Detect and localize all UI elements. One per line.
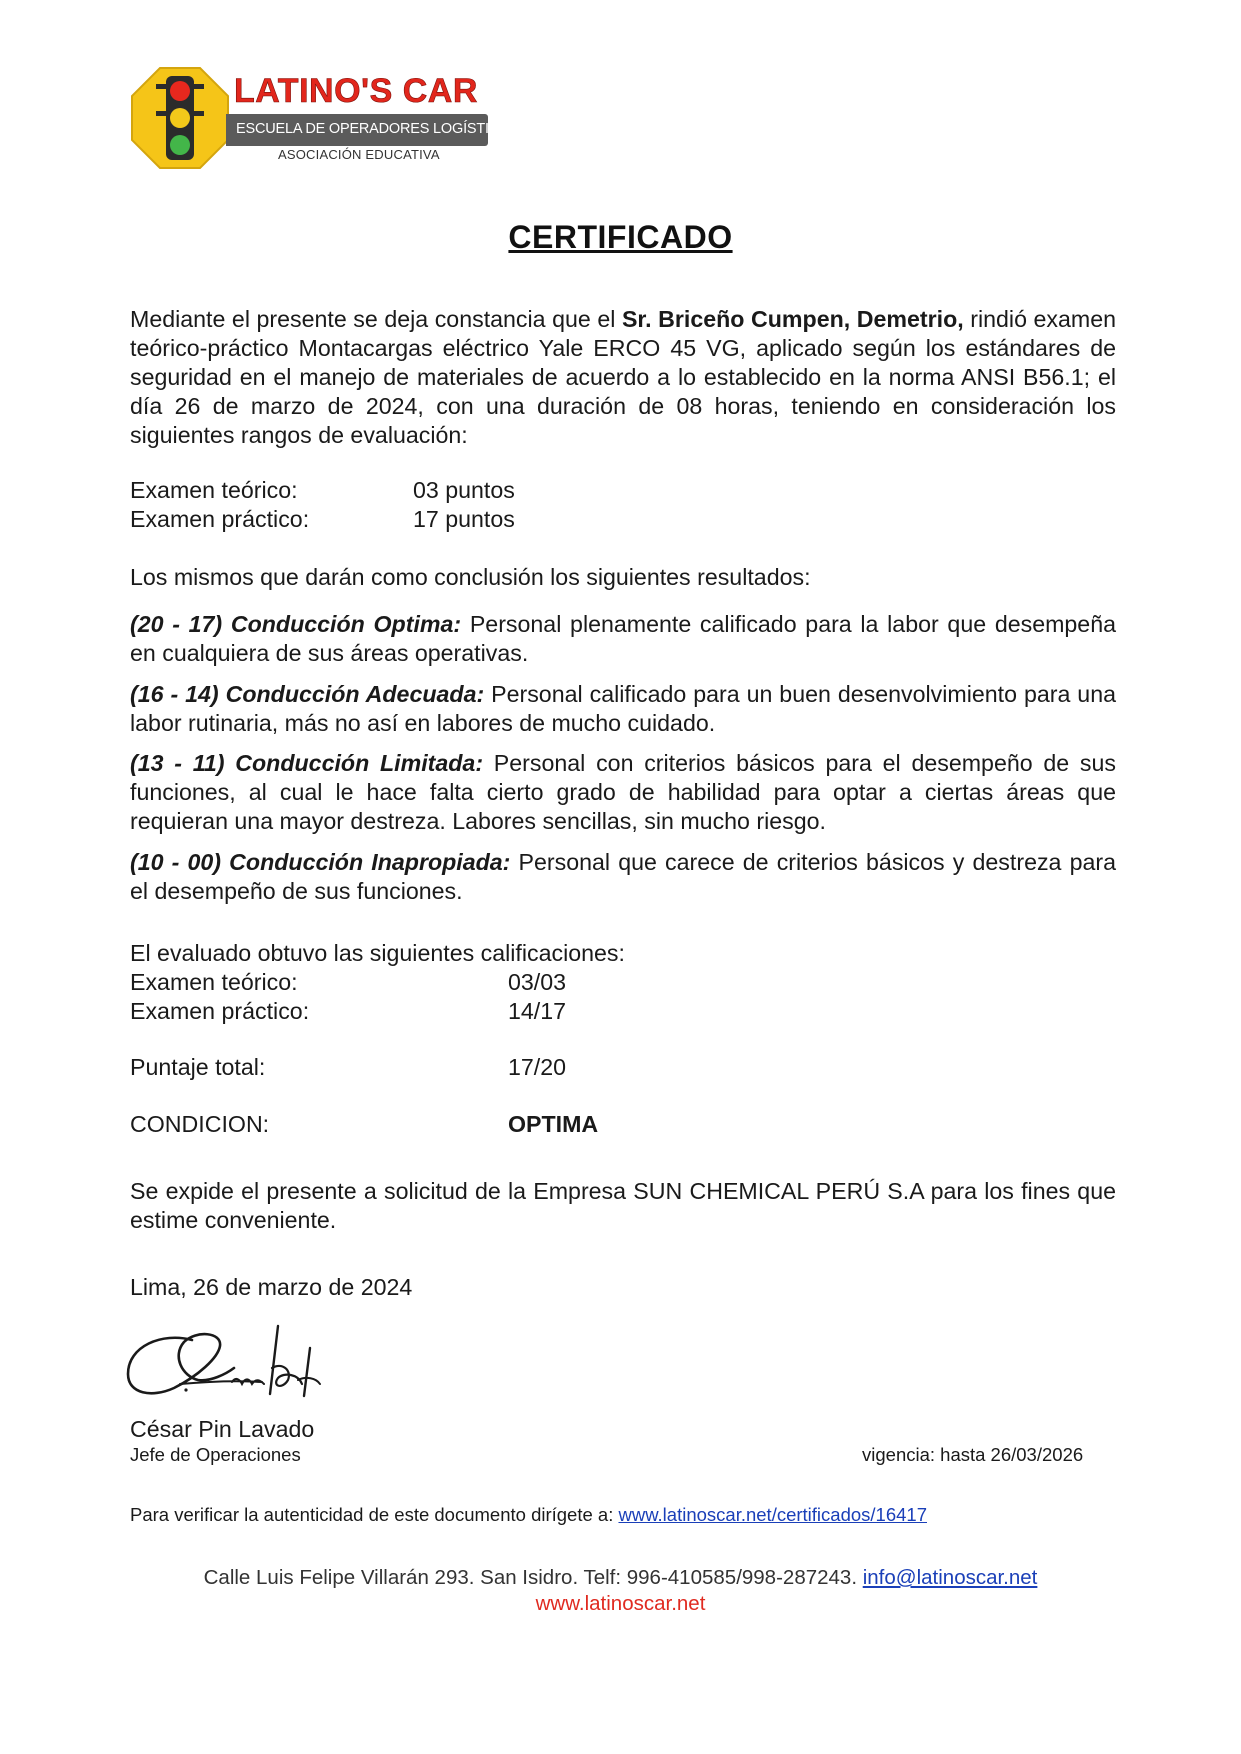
level-heading: (20 - 17) Conducción Optima:: [130, 611, 462, 637]
logo-band: [226, 114, 520, 146]
result-value: 03/03: [508, 969, 567, 995]
conclusion-intro: Los mismos que darán como conclusión los siguientes resultados:: [130, 564, 811, 590]
candidate-name: Sr. Briceño Cumpen, Demetrio,: [621, 306, 964, 332]
address-text: Calle Luis Felipe Villarán 293. San Isidro. Telf: 996-410585/998-287243.: [203, 1566, 863, 1589]
result-value: 14/17: [508, 998, 567, 1024]
place-date: Lima, 26 de marzo de 2024: [130, 1274, 413, 1300]
signature-image: [122, 1318, 342, 1418]
logo-tagline: ASOCIACIÓN EDUCATIVA: [278, 147, 440, 162]
page-title: CERTIFICADO: [508, 219, 733, 255]
footer-address: [0, 1566, 1241, 1590]
result-label: Examen práctico:: [130, 998, 310, 1024]
intro-after: rindió examen teórico-práctico Montacargas eléctrico Yale ERCO 45 VG, aplicado según los estándares de seguridad en el manejo de materiales de acuerdo a lo establecido en la norma ANSI B56.1; el día 26 de marzo de 2024, con una duración de 08 horas, teniendo en consideración los siguientes rangos de evaluación:: [130, 306, 1116, 448]
level-adecuada: [130, 680, 1116, 738]
traffic-light-icon: [130, 66, 230, 170]
verify-link[interactable]: www.latinoscar.net/certificados/16417: [618, 1504, 927, 1525]
scoring-row: [130, 476, 515, 505]
level-text: Personal con criterios básicos para el desempeño de sus funciones, al cual le hace falta cierto grado de habilidad para optar a ciertas áreas que requieran una mayor destreza. Labores sencillas, sin mucho riesgo.: [130, 750, 1117, 834]
total-row: [130, 1053, 567, 1082]
scoring-value: 03 puntos: [413, 477, 515, 503]
condition-row: [130, 1110, 599, 1139]
level-heading: (10 - 00) Conducción Inapropiada:: [130, 849, 511, 875]
result-label: Examen teórico:: [130, 969, 298, 995]
scoring-value: 17 puntos: [413, 506, 515, 532]
closing-paragraph: Se expide el presente a solicitud de la Empresa SUN CHEMICAL PERÚ S.A para los fines que estime conveniente.: [130, 1178, 1116, 1233]
result-row: [130, 997, 567, 1026]
validity-date: vigencia: hasta 26/03/2026: [862, 1444, 1084, 1465]
results-intro: El evaluado obtuvo las siguientes calificaciones:: [130, 940, 625, 966]
condition-label: CONDICION:: [130, 1111, 270, 1137]
signer-name: César Pin Lavado: [130, 1416, 315, 1442]
scoring-label: Examen práctico:: [130, 506, 310, 532]
level-optima: [130, 610, 1116, 668]
email-link[interactable]: info@latinoscar.net: [862, 1566, 1038, 1589]
scoring-row: [130, 505, 515, 534]
verify-line: [130, 1504, 927, 1526]
intro-before: Mediante el presente se deja constancia que el: [130, 306, 622, 332]
footer-website[interactable]: www.latinoscar.net: [535, 1592, 706, 1615]
total-value: 17/20: [508, 1054, 567, 1080]
total-label: Puntaje total:: [130, 1054, 266, 1080]
scoring-label: Examen teórico:: [130, 477, 298, 503]
level-text: Personal que carece de criterios básicos y destreza para el desempeño de sus funciones.: [130, 849, 1117, 904]
level-text: Personal calificado para un buen desenvolvimiento para una labor rutinaria, más no así en labores de mucho cuidado.: [130, 681, 1116, 736]
signer-role: Jefe de Operaciones: [130, 1444, 301, 1465]
company-logo: [130, 66, 520, 176]
level-inapropiada: [130, 848, 1116, 906]
level-heading: (13 - 11) Conducción Limitada:: [130, 750, 484, 776]
logo-name: LATINO'S CAR: [234, 72, 478, 110]
verify-text: Para verificar la autenticidad de este documento dirígete a:: [130, 1504, 619, 1525]
intro-paragraph: [130, 305, 1116, 450]
result-row: [130, 968, 567, 997]
condition-value: OPTIMA: [508, 1111, 599, 1137]
logo-subtitle: ESCUELA DE OPERADORES LOGÍSTICOS: [236, 121, 520, 137]
level-heading: (16 - 14) Conducción Adecuada:: [130, 681, 485, 707]
level-text: Personal plenamente calificado para la labor que desempeña en cualquiera de sus áreas operativas.: [130, 611, 1116, 666]
level-limitada: [130, 749, 1116, 836]
